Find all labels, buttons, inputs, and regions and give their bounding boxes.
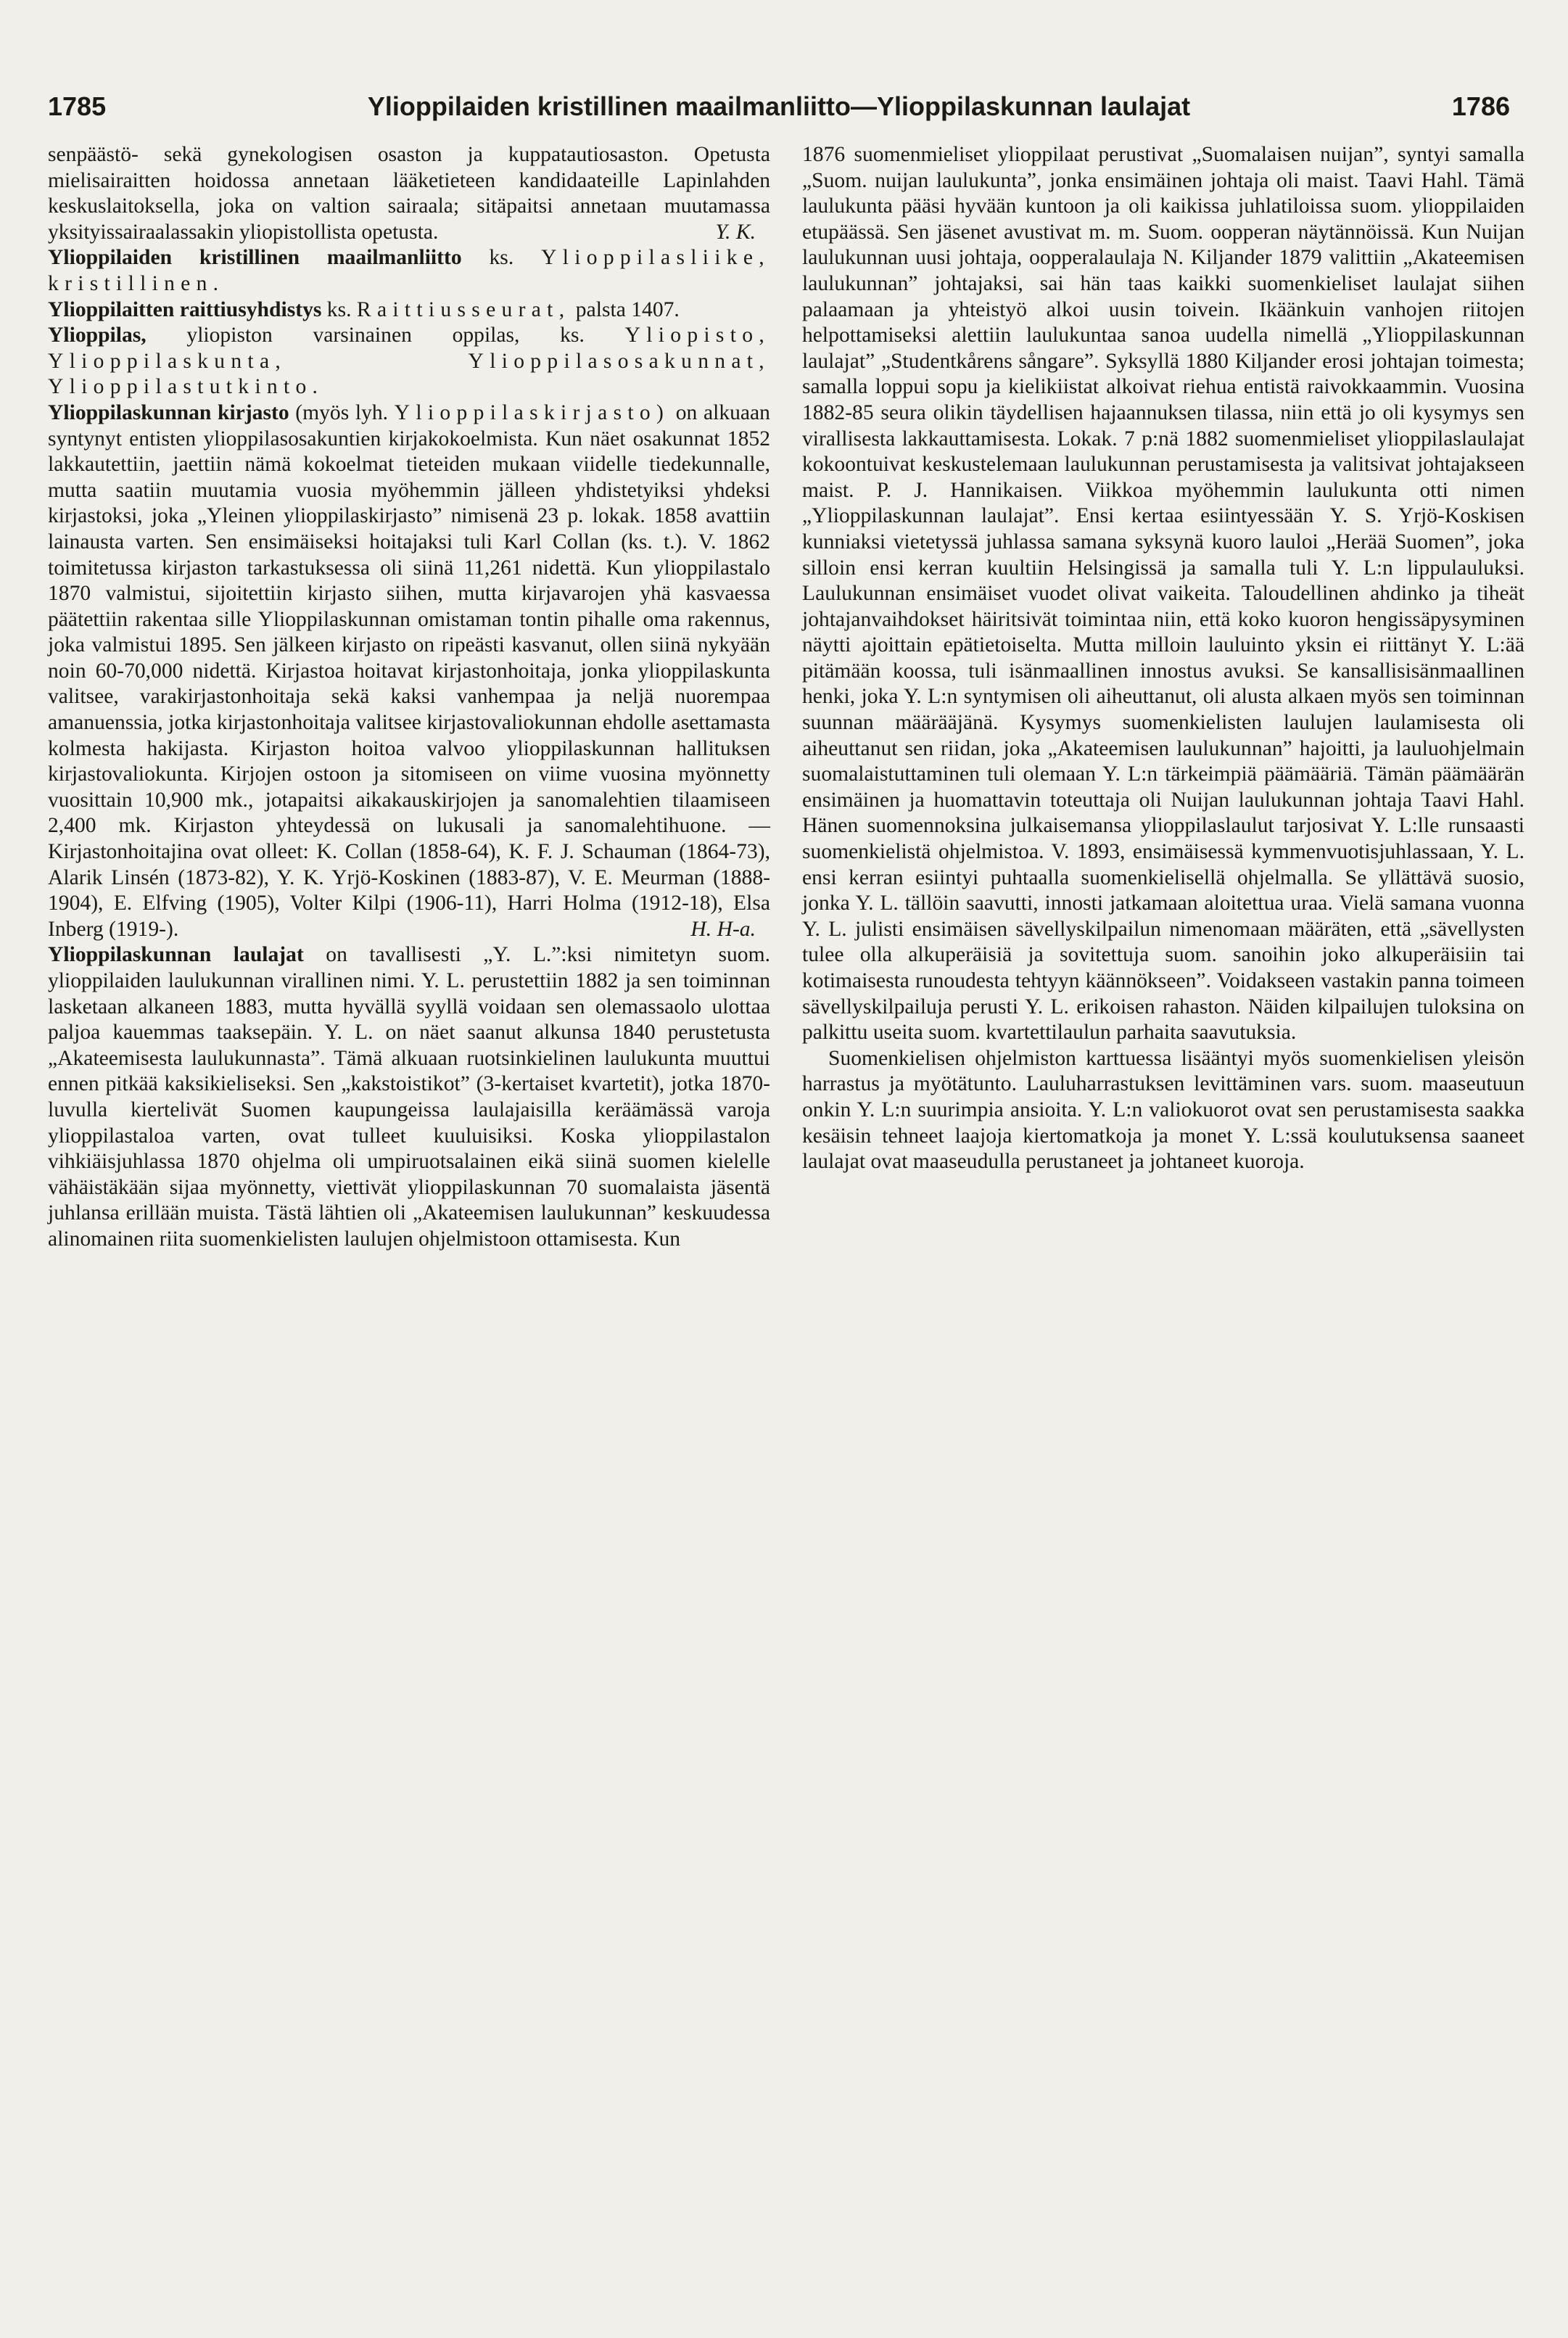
entry-raittiusyhdistys: Ylioppilaitten raittiusyhdistys ks. Raittiusseurat, palsta 1407.: [48, 297, 680, 321]
entry-ylioppilas: Ylioppilas, yliopiston varsinainen oppilas, ks. Yliopisto, Ylioppilaskunta, Ylioppilasosakunnat, Ylioppilastutkinto.: [48, 324, 771, 399]
entry-kirjasto: Ylioppilaskunnan kirjasto (myös lyh. Ylioppilaskirjasto) on alkuaan syntynyt entisten ylioppilasosakuntien kirjakokoelmista. Kun näet osakunnat 1852 lakkautettiin, jaettiin nämä kokoelmat tieteiden mukaan viidelle tiedekunnalle, mutta saatiin muutamia vuosia myöhemmin jälleen yhdistetyiksi yhdeksi kirjastoksi, joka „Yleinen ylioppilaskirjasto” nimisenä 23 p. lokak. 1858 avattiin lainausta varten. Sen ensimäiseksi hoitajaksi tuli Karl Collan (ks. t.). V. 1862 toimitetussa kirjaston tarkastuksessa oli siinä 11,261 nidettä. Kun ylioppilastalo 1870 valmistui, sijoitettiin kirjasto siihen, mutta kirjavarojen yhä kasvaessa päätettiin rakentaa sille Ylioppilaskunnan omistaman tontin pihalle oma rakennus, joka valmistui 1895. Sen jälkeen kirjasto on ripeästi kasvanut, ollen siinä nykyään noin 60-70,000 nidettä. Kirjastoa hoitavat kirjastonhoitaja, jonka ylioppilaskunta valitsee, varakirjastonhoitaja sekä kaksi vanhempaa ja neljä nuorempaa amanuenssia, jotka kirjastonhoitaja valitsee kirjastovaliokunnan ehdolle asettamasta kolmesta hakijasta. Kirjaston hoitoa valvoo ylioppilaskunnan hallituksen kirjastovaliokunta. Kirjojen ostoon ja sitomiseen on viime vuosina myönnetty vuosittain 10,900 mk., jotapaitsi aikakauskirjojen ja sanomalehtien tilaamiseen 2,400 mk. Kirjaston yhteydessä on lukusali ja sanomalehtihuone. — Kirjastonhoitajina ovat olleet: K. Collan (1858-64), K. F. J. Schauman (1864-73), Alarik Linsén (1873-82), Y. K. Yrjö-Koskinen (1883-87), V. E. Meurman (1888-1904), E. Elfving (1905), Volter Kilpi (1906-11), Harri Holma (1912-18), Elsa Inberg (1919-). H. H-a.: [48, 400, 770, 942]
page-number-left: 1785: [48, 91, 107, 121]
abbreviation: Ylioppilaskirjasto): [394, 400, 670, 424]
running-title: Ylioppilaiden kristillinen maailmanliitto—Ylioppilaskunnan laulajat: [367, 91, 1191, 121]
author-signature: Y. K.: [715, 220, 756, 244]
cross-reference: Yliopisto,: [624, 324, 771, 347]
cross-reference: Ylioppilasliike, kristillinen.: [48, 246, 770, 295]
continued-paragraph: senpäästö- sekä gynekologisen osaston ja kuppatautiosaston. Opetusta mielisairaitten hoidossa annetaan lääketieteen kandidaateille Lapinlahden keskuslaitoksella, joka on valtion sairaala; sitäpaitsi annetaan muutamassa yksityissairaalassakin yliopistollista opetusta. Y. K.: [48, 142, 770, 245]
entry-headword: Ylioppilaitten raittiusyhdistys: [48, 297, 322, 321]
page-header: [48, 91, 1510, 132]
laulajat-continued: 1876 suomenmieliset ylioppilaat perustivat „Suomalaisen nuijan”, syntyi samalla „Suom. nuijan laulukunta”, jonka ensimäinen johtaja oli maist. Taavi Hahl. Tämä laulukunta pääsi hyvään kuntoon ja oli kaikissa juhlatiloissa suom. ylioppilaiden etupäässä. Sen jäsenet avustivat m. m. Suom. oopperan näytännöissä. Kun Nuijan laulukunnan uusi johtaja, oopperalaulaja N. Kiljander 1879 valittiin „Akateemisen laulukunnan” johtajaksi, sai hän taas kaikki suomenkieliset laulajat siihen palaamaan ja yhteistyö alkoi uusin toivein. Ikäänkuin vanhojen riitojen helpottamiseksi alettiin laulukuntaa sanoa uudella nimellä „Ylioppilaskunnan laulajat” „Studentkårens sångare”. Syksyllä 1880 Kiljander erosi johtajan toimesta; samalla loppui sopu ja kielikiistat alkoivat riehua entistä raivokkaammin. Vuosina 1882-85 seura olikin täydellisen hajaannuksen tilassa, niin että jo oli kysymys sen virallisesta lakkauttamisesta. Lokak. 7 p:nä 1882 suomenmieliset ylioppilaslaulajat kokoontuivat keskustelemaan laulukunnan perustamisesta ja valitsivat johtajakseen maist. P. J. Hannikaisen. Viikkoa myöhemmin laulukunta otti nimen „Ylioppilaskunnan laulajat”. Ensi kertaa esiintyessään Y. S. Yrjö-Koskisen kunniaksi vietetyssä juhlassa samana syksynä kuoro lauloi „Herää Suomen”, joka silloin ensi kerran kuultiin Helsingissä ja samalla tuli Y. L:n lippulauluksi. Laulukunnan ensimäiset vuodet olivat vaikeita. Taloudellinen ahdinko ja tiheät johtajanvaihdokset häiritsivät toimintaa niin, että koko kuoron hengissäpysyminen näytti ajoittain epätietoiselta. Mutta milloin lauluinto yksin ei riittänyt Y. L:ää pitämään koossa, tuli isänmaallinen innostus avuksi. Se kansallisisänmaallinen henki, joka Y. L:n syntymisen oli aiheuttanut, oli alusta alkaen myös sen toiminnan suunnan määrääjänä. Kysymys suomenkielisten laulujen laulamisesta oli aiheuttanut sen riidan, joka „Akateemisen laulukunnan” hajoitti, ja lauluohjelmain suomalaistuttaminen tuli olemaan Y. L:n tärkeimpiä päämääriä. Tämän päämäärän ensimäinen ja huomattavin toteuttaja oli Nuijan laulukunnan johtaja Taavi Hahl. Hänen suomennoksina julkaisemansa ylioppilaslaulut tarjosivat Y. L:lle runsaasti suomenkielistä ohjelmistoa. V. 1893, ensimäisessä kymmenvuotisjuhlassaan, Y. L. ensi kerran esiintyi puhtaalla suomenkielisellä ohjelmalla. Se yllättävä suosio, jonka Y. L. tällöin saavutti, innosti jatkamaan aloitettua uraa. Vielä samana vuonna Y. L. julisti ensimäisen sävellyskilpailun nimenomaan määräten, että „sävellysten tulee olla alkuperäisiä ja sovitettuja suom. sanoihin joko alkuperäisiin tai kotimaisesta runoudesta tehtyyn käännökseen”. Voidakseen vastakin panna toimeen sävellyskilpailuja perusti Y. L. erikoisen rahaston. Näiden kilpailujen tuloksina on palkittu useita suom. kvartettilaulun parhaita saavutuksia.: [802, 143, 1524, 1045]
right-column: [802, 142, 1524, 1175]
entry-headword: Ylioppilas,: [48, 324, 147, 347]
cross-reference: Raittiusseurat,: [356, 297, 571, 321]
cross-reference: Ylioppilasosakunnat,: [468, 349, 770, 373]
page-number-right: 1786: [1451, 91, 1510, 121]
entry-headword: Ylioppilaskunnan laulajat: [48, 943, 304, 967]
entry-laulajat: Ylioppilaskunnan laulajat on tavallisesti „Y. L.”:ksi nimitetyn suom. ylioppilaiden laulukunnan virallinen nimi. Y. L. perustettiin 1882 ja sen toiminnan lasketaan alkaneen 1883, mutta hyvällä syyllä voidaan sen olemassaolo ulottaa paljoa kauemmas taaksepäin. Y. L. on näet saanut alkunsa 1840 perustetusta „Akateemisesta laulukunnasta”. Tämä alkuaan ruotsinkielinen laulukunta muuttui ennen pitkää kaksikieliseksi. Sen „kakstoistikot” (3-kertaiset kvartetit), jotka 1870-luvulla kiertelivät Suomen kaupungeissa laulajaisilla keräämässä varoja ylioppilastaloa varten, ovat tulleet kuuluisiksi. Koska ylioppilastalon vihkiäisjuhlassa 1870 ohjelma oli umpiruotsalainen eikä siinä suomen kielelle vähäistäkään sijaa myönnetty, viettivät ylioppilaskunnan 70 suomalaista jäsentä juhlansa erillään muista. Tästä lähtien oli „Akateemisen laulukunnan” keskuudessa alinomainen riita suomenkielisten laulujen ohjelmistoon ottamisesta. Kun: [48, 943, 771, 1251]
cross-reference: Ylioppilaskunta,: [48, 349, 287, 373]
entry-maailmanliitto: Ylioppilaiden kristillinen maailmanliitto ks. Ylioppilasliike, kristillinen.: [48, 246, 770, 295]
cross-reference: Ylioppilastutkinto.: [48, 375, 324, 399]
laulajat-paragraph-2: Suomenkielisen ohjelmiston karttuessa lisääntyi myös suomenkielisen yleisön harrastus ja myötätunto. Lauluharrastuksen levittäminen vars. suom. maaseutuun onkin Y. L:n suurimpia ansioita. Y. L:n valiokuorot ovat sen perustamisesta saakka kesäisin tehneet laajoja kiertomatkoja ja monet Y. L:ssä koulutuksensa saaneet laulajat ovat maaseudulla perustaneet ja johtaneet kuoroja.: [802, 1046, 1524, 1174]
entry-headword: Ylioppilaiden kristillinen maailmanliitto: [48, 246, 462, 270]
author-signature: H. H-a.: [690, 917, 756, 941]
left-column: [48, 142, 770, 1253]
entry-headword: Ylioppilaskunnan kirjasto: [48, 400, 289, 424]
